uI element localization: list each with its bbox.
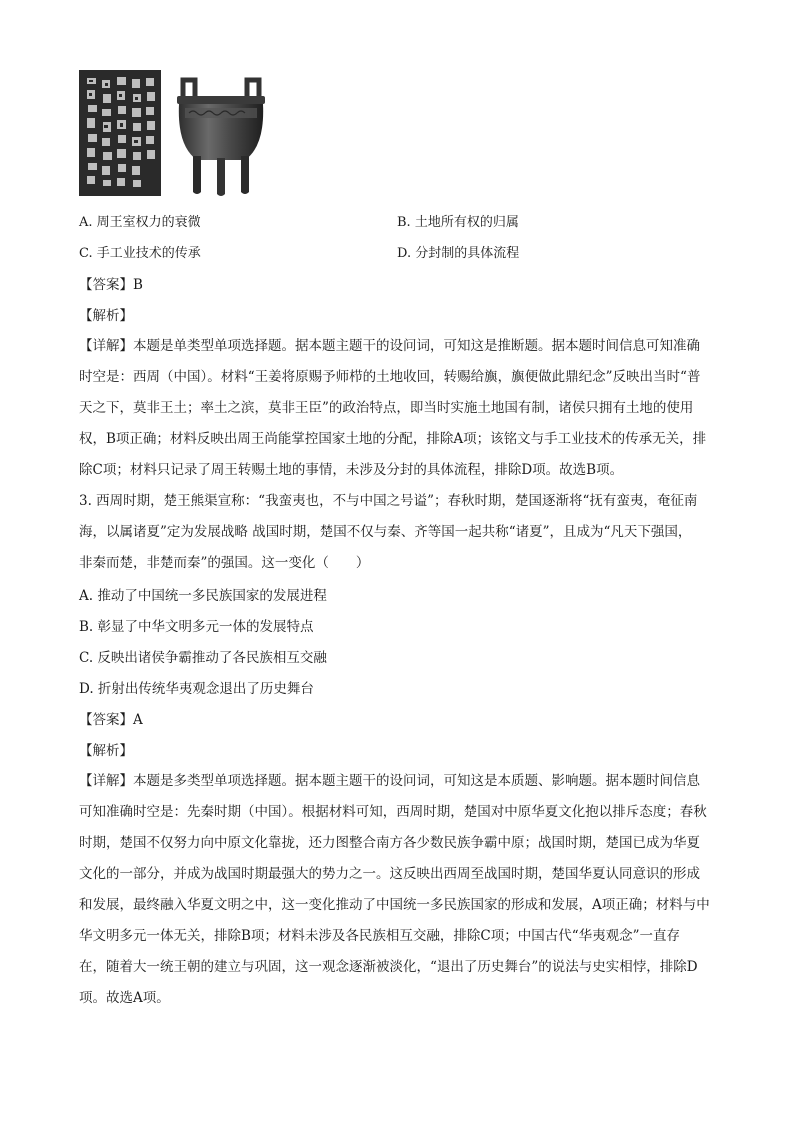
q2-detail-paragraph — [79, 331, 719, 486]
q3-stem — [79, 486, 719, 579]
q2-detail-line: 时空是：西周（中国）。材料“王姜将原赐予师栉的土地收回，转赐给旟，旟便做此鼎纪念”反映出当时“普 — [79, 369, 701, 385]
q2-detail-line: 【详解】本题是单类型单项选择题。据本题主题干的设问词，可知这是推断题。据本题时间信息可知准确 — [79, 338, 700, 354]
q3-option-d: D. 折射出传统华夷观念退出了历史舞台 — [79, 681, 314, 697]
q3-answer: 【答案】A — [79, 712, 143, 728]
q3-option-c: C. 反映出诸侯争霸推动了各民族相互交融 — [79, 650, 327, 666]
q3-detail-line: 可知准确时空是：先秦时期（中国）。根据材料可知，西周时期，楚国对中原华夏文化抱以排斥态度；春秋 — [79, 804, 707, 820]
q3-detail-line: 时期，楚国不仅努力向中原文化靠拢，还力图整合南方各少数民族争霸中原；战国时期，楚国已成为华夏 — [79, 835, 700, 851]
q2-detail-line: 除C项；材料只记录了周王转赐土地的事情，未涉及分封的具体流程，排除D项。故选B项。 — [79, 462, 624, 478]
q2-option-c: C. 手工业技术的传承 — [79, 246, 201, 261]
bronze-ding-image — [175, 76, 267, 196]
q2-detail-line: 权，B项正确；材料反映出周王尚能掌控国家土地的分配，排除A项；该铭文与手工业技术的传承无关，排 — [79, 431, 707, 447]
q2-analysis-label: 【解析】 — [79, 308, 133, 324]
q3-detail-line: 华文明多元一体无关，排除B项；材料未涉及各民族相互交融，排除C项；中国古代“华夷观念”一直存 — [79, 928, 681, 944]
q3-stem-line: 海，以属诸夏”定为发展战略 战国时期，楚国不仅与秦、齐等国一起共称“诸夏”，且成为“凡天下强国， — [79, 524, 692, 540]
q3-detail-line: 在，随着大一统王朝的建立与巩固，这一观念逐渐被淡化，“退出了历史舞台”的说法与史实相悖，排除D — [79, 959, 698, 975]
q3-option-b: B. 彰显了中华文明多元一体的发展特点 — [79, 619, 314, 635]
q2-option-a: A. 周王室权力的衰微 — [79, 215, 201, 230]
q3-option-a: A. 推动了中国统一多民族国家的发展进程 — [79, 588, 327, 604]
q3-detail-line: 文化的一部分，并成为战国时期最强大的势力之一。这反映出西周至战国时期，楚国华夏认同意识的形成 — [79, 866, 700, 882]
q3-stem-line: 非秦而楚，非楚而秦”的强国。这一变化（ ） — [79, 555, 370, 571]
q3-detail-line: 【详解】本题是多类型单项选择题。据本题主题干的设问词，可知这是本质题、影响题。据本题时间信息 — [79, 773, 700, 789]
q2-option-b: B. 土地所有权的归属 — [397, 215, 519, 230]
q2-option-d: D. 分封制的具体流程 — [397, 246, 520, 261]
q3-detail-line: 项。故选A项。 — [79, 990, 170, 1006]
inscription-rubbing-image — [79, 70, 161, 196]
q3-detail-line: 和发展，最终融入华夏文明之中，这一变化推动了中国统一多民族国家的形成和发展，A项正确；材料与中 — [79, 897, 710, 913]
q3-analysis-label: 【解析】 — [79, 743, 133, 759]
q3-stem-line: 3. 西周时期，楚王熊渠宣称：“我蛮夷也，不与中国之号谥”；春秋时期，楚国逐渐将“抚有蛮夷，奄征南 — [79, 493, 698, 509]
q2-detail-line: 天之下，莫非王土；率土之滨，莫非王臣”的政治特点，即当时实施土地国有制，诸侯只拥有土地的使用 — [79, 400, 694, 416]
q2-answer: 【答案】B — [79, 277, 143, 293]
q3-detail-paragraph — [79, 766, 719, 1014]
